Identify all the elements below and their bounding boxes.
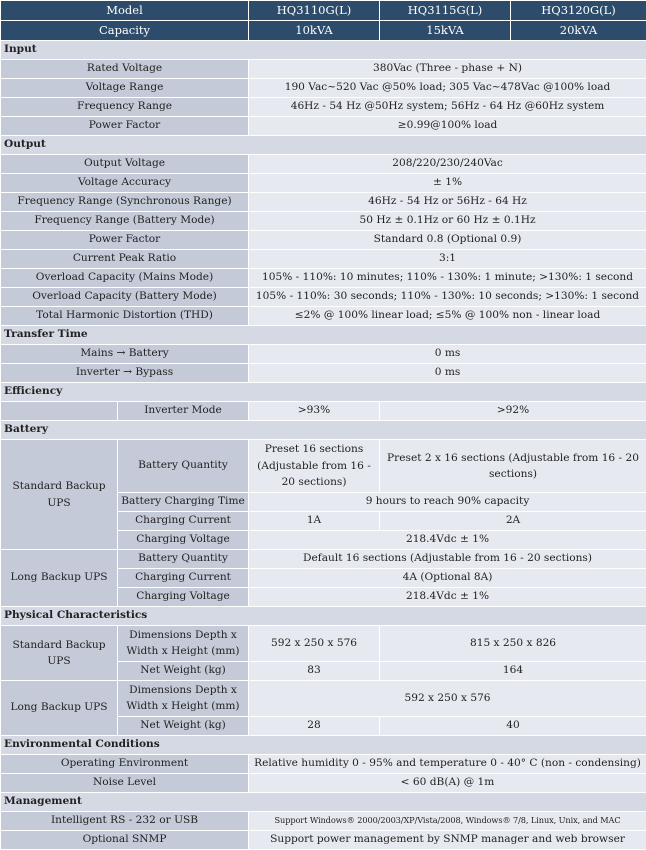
row-value: 218.4Vdc ± 1%: [249, 588, 646, 607]
table-row: [1, 550, 646, 569]
row-label: Frequency Range (Battery Mode): [1, 212, 249, 231]
table-row: [1, 680, 646, 716]
row-value-15-20k: Preset 2 x 16 sections (Adjustable from 16 - 20 sections): [380, 440, 646, 493]
capacity-20k: 20kVA: [511, 21, 646, 41]
row-label: Intelligent RS - 232 or USB: [1, 811, 249, 830]
row-value-15-20k: >92%: [380, 402, 646, 421]
row-value: 9 hours to reach 90% capacity: [249, 493, 646, 512]
table-row: [1, 155, 646, 174]
table-row: [1, 60, 646, 79]
row-label: Battery Charging Time: [118, 493, 249, 512]
section-management: [1, 792, 646, 811]
row-value: ± 1%: [249, 174, 646, 193]
section-title: Efficiency: [1, 383, 646, 402]
section-transfer-time: [1, 326, 646, 345]
row-label: Current Peak Ratio: [1, 250, 249, 269]
section-title: Environmental Conditions: [1, 735, 646, 754]
section-battery: [1, 421, 646, 440]
row-value: 0 ms: [249, 364, 646, 383]
header-row-model: [1, 1, 646, 21]
row-value: 380Vac (Three - phase + N): [249, 60, 646, 79]
row-label: Power Factor: [1, 231, 249, 250]
row-value: 46Hz - 54 Hz @50Hz system; 56Hz - 64 Hz @60Hz system: [249, 98, 646, 117]
row-label: Charging Voltage: [118, 588, 249, 607]
row-value: 0 ms: [249, 345, 646, 364]
group-label-standard: Standard Backup UPS: [1, 440, 118, 550]
row-label: Total Harmonic Distortion (THD): [1, 307, 249, 326]
section-output: [1, 136, 646, 155]
row-value: 208/220/230/240Vac: [249, 155, 646, 174]
empty-cell: [1, 402, 118, 421]
section-efficiency: [1, 383, 646, 402]
row-label: Charging Current: [118, 512, 249, 531]
row-value: 3:1: [249, 250, 646, 269]
row-label: Voltage Accuracy: [1, 174, 249, 193]
model-label: Model: [1, 1, 249, 21]
table-row: [1, 288, 646, 307]
table-row: [1, 250, 646, 269]
table-row: [1, 402, 646, 421]
row-value: 4A (Optional 8A): [249, 569, 646, 588]
row-label: Inverter Mode: [118, 402, 249, 421]
group-label-long: Long Backup UPS: [1, 550, 118, 607]
table-row: [1, 754, 646, 773]
row-value: Relative humidity 0 - 95% and temperature 0 - 40° C (non - condensing): [249, 754, 646, 773]
row-value: 218.4Vdc ± 1%: [249, 531, 646, 550]
table-row: [1, 193, 646, 212]
table-row: [1, 626, 646, 662]
row-value-10k: 83: [249, 661, 380, 680]
row-value: Support power management by SNMP manager and web browser: [249, 830, 646, 849]
row-value: Default 16 sections (Adjustable from 16 - 20 sections): [249, 550, 646, 569]
row-label: Power Factor: [1, 117, 249, 136]
row-label: Overload Capacity (Battery Mode): [1, 288, 249, 307]
model-hq3110: HQ3110G(L): [249, 1, 380, 21]
row-value-15-20k: 40: [380, 716, 646, 735]
table-row: [1, 811, 646, 830]
row-value-10k: 1A: [249, 512, 380, 531]
group-label-standard: Standard Backup UPS: [1, 626, 118, 681]
table-row: [1, 307, 646, 326]
row-label: Inverter → Bypass: [1, 364, 249, 383]
model-hq3115: HQ3115G(L): [380, 1, 511, 21]
section-title: Battery: [1, 421, 646, 440]
row-value: 46Hz - 54 Hz or 56Hz - 64 Hz: [249, 193, 646, 212]
row-value-15-20k: 164: [380, 661, 646, 680]
capacity-15k: 15kVA: [380, 21, 511, 41]
row-label: Frequency Range (Synchronous Range): [1, 193, 249, 212]
table-row: [1, 212, 646, 231]
row-label: Battery Quantity: [118, 550, 249, 569]
table-row: [1, 440, 646, 493]
table-row: [1, 269, 646, 288]
section-title: Transfer Time: [1, 326, 646, 345]
table-row: [1, 773, 646, 792]
row-value-15-20k: 2A: [380, 512, 646, 531]
table-row: [1, 345, 646, 364]
table-row: [1, 364, 646, 383]
table-row: [1, 231, 646, 250]
row-value-10k: Preset 16 sections (Adjustable from 16 - 20 sections): [249, 440, 380, 493]
row-value: 50 Hz ± 0.1Hz or 60 Hz ± 0.1Hz: [249, 212, 646, 231]
row-label: Frequency Range: [1, 98, 249, 117]
section-physical: [1, 607, 646, 626]
row-value: 105% - 110%: 30 seconds; 110% - 130%: 10 seconds; >130%: 1 second: [249, 288, 646, 307]
row-value: Support Windows® 2000/2003/XP/Vista/2008, Windows® 7/8, Linux, Unix, and MAC: [249, 811, 646, 830]
row-value: 190 Vac~520 Vac @50% load; 305 Vac~478Vac @100% load: [249, 79, 646, 98]
row-label: Voltage Range: [1, 79, 249, 98]
row-value-10k: 28: [249, 716, 380, 735]
row-label: Battery Quantity: [118, 440, 249, 493]
row-label: Net Weight (kg): [118, 716, 249, 735]
row-label: Dimensions Depth x Width x Height (mm): [118, 626, 249, 662]
table-row: [1, 117, 646, 136]
section-environment: [1, 735, 646, 754]
row-label: Operating Environment: [1, 754, 249, 773]
row-label: Net Weight (kg): [118, 661, 249, 680]
capacity-label: Capacity: [1, 21, 249, 41]
row-label: Optional SNMP: [1, 830, 249, 849]
row-value: 105% - 110%: 10 minutes; 110% - 130%: 1 minute; >130%: 1 second: [249, 269, 646, 288]
row-label: Mains → Battery: [1, 345, 249, 364]
row-label: Rated Voltage: [1, 60, 249, 79]
group-label-long: Long Backup UPS: [1, 680, 118, 735]
row-value: Standard 0.8 (Optional 0.9): [249, 231, 646, 250]
row-label: Dimensions Depth x Width x Height (mm): [118, 680, 249, 716]
section-input: [1, 41, 646, 60]
row-value-10k: 592 x 250 x 576: [249, 626, 380, 662]
table-row: [1, 174, 646, 193]
row-value: ≥0.99@100% load: [249, 117, 646, 136]
row-value-10k: >93%: [249, 402, 380, 421]
section-title: Management: [1, 792, 646, 811]
row-label: Overload Capacity (Mains Mode): [1, 269, 249, 288]
row-label: Charging Voltage: [118, 531, 249, 550]
row-value: ≤2% @ 100% linear load; ≤5% @ 100% non - linear load: [249, 307, 646, 326]
row-value-15-20k: 815 x 250 x 826: [380, 626, 646, 662]
table-row: [1, 98, 646, 117]
row-value: 592 x 250 x 576: [249, 680, 646, 716]
row-label: Noise Level: [1, 773, 249, 792]
section-title: Output: [1, 136, 646, 155]
section-title: Physical Characteristics: [1, 607, 646, 626]
capacity-10k: 10kVA: [249, 21, 380, 41]
row-value: < 60 dB(A) @ 1m: [249, 773, 646, 792]
table-row: [1, 830, 646, 849]
header-row-capacity: [1, 21, 646, 41]
row-label: Charging Current: [118, 569, 249, 588]
table-row: [1, 79, 646, 98]
section-title: Input: [1, 41, 646, 60]
row-label: Output Voltage: [1, 155, 249, 174]
model-hq3120: HQ3120G(L): [511, 1, 646, 21]
